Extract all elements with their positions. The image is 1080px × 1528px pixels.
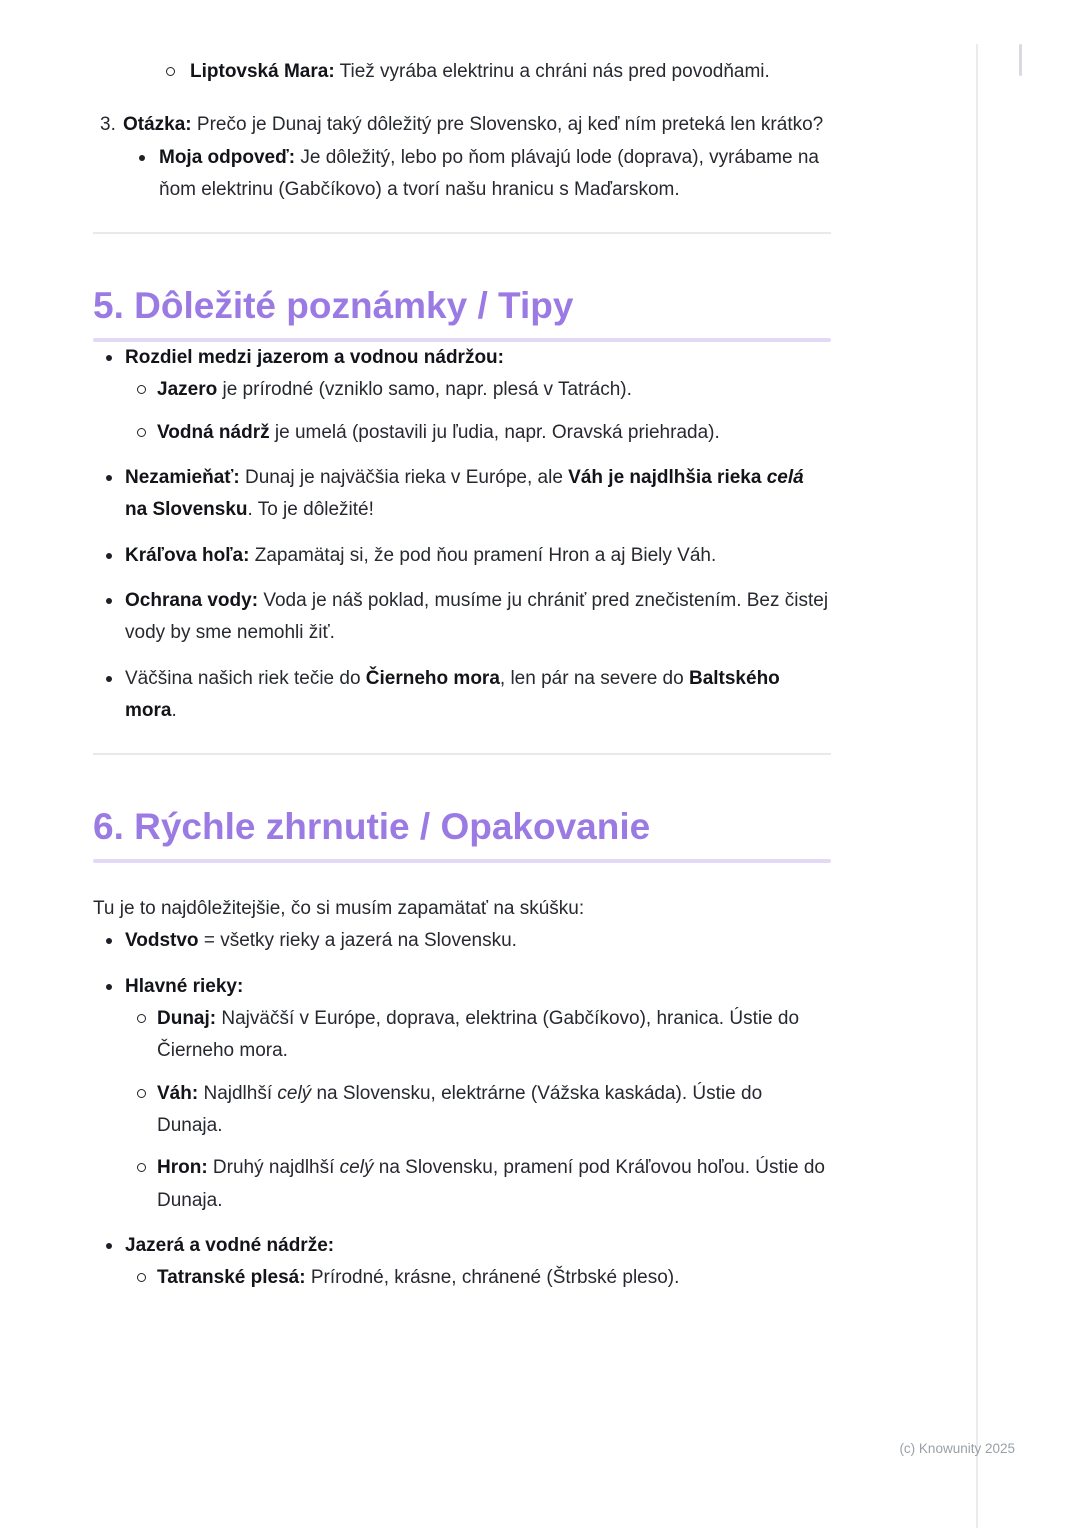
text-segment: je prírodné (vzniklo samo, napr. plesá v Tatrách). — [217, 379, 632, 401]
text-segment: . To je dôležité! — [247, 499, 374, 521]
list-item — [93, 342, 831, 449]
section-6-list — [93, 925, 831, 1294]
list-item — [125, 1003, 831, 1068]
text-segment: Je dôležitý, lebo po ňom plávajú lode (doprava), vyrábame na ňom elektrinu (Gabčíkovo) a tvorí našu hranicu s Maďarskom. — [159, 146, 819, 200]
text-segment: Váh: — [157, 1082, 199, 1104]
text-segment: celá — [766, 467, 804, 489]
text-segment: Hlavné rieky: — [125, 975, 244, 997]
nested-list — [125, 1003, 831, 1217]
list-item-text — [125, 540, 831, 572]
text-segment: je umelá (postavili ju ľudia, napr. Oravská priehrada). — [269, 421, 720, 443]
list-item-text — [125, 971, 831, 1003]
text-segment: Kráľova hoľa: — [125, 544, 250, 566]
circle-bullet-icon — [137, 385, 146, 394]
text-segment: Váh je najdlhšia rieka — [568, 467, 767, 489]
list-item — [125, 1262, 831, 1294]
text-segment: Jazerá a vodné nádrže: — [125, 1234, 335, 1256]
list-item-text — [125, 585, 831, 650]
list-item — [93, 585, 831, 650]
list-item-text — [125, 663, 831, 728]
list-item — [125, 1078, 831, 1143]
text-segment: Tatranské plesá: — [157, 1267, 306, 1289]
list-item — [93, 540, 831, 572]
section-divider — [93, 232, 831, 234]
disc-bullet-icon — [106, 355, 112, 361]
text-segment: Zapamätaj si, že pod ňou pramení Hron a aj Biely Váh. — [249, 544, 717, 566]
list-item — [93, 663, 831, 728]
circle-bullet-icon — [137, 1163, 146, 1172]
section-6-heading: 6. Rýchle zhrnutie / Opakovanie — [93, 806, 651, 848]
text-segment: Dunaj: — [157, 1008, 217, 1030]
carryover-sublist — [93, 56, 831, 88]
circle-bullet-icon — [137, 1273, 146, 1282]
disc-bullet-icon — [106, 1243, 112, 1249]
section-divider — [93, 753, 831, 755]
text-segment: Prečo je Dunaj taký dôležitý pre Slovensko, aj keď ním preteká len krátko? — [191, 114, 824, 136]
circle-bullet-icon — [137, 1089, 146, 1098]
document-content — [93, 56, 831, 1294]
list-item — [93, 462, 831, 527]
list-item-text — [157, 1152, 831, 1217]
text-segment: Väčšina našich riek tečie do — [125, 667, 366, 689]
circle-bullet-icon — [166, 67, 175, 76]
heading-underline — [93, 859, 831, 863]
text-segment: Tiež vyrába elektrinu a chráni nás pred povodňami. — [334, 61, 770, 82]
list-item — [93, 56, 831, 88]
text-segment: , len pár na severe do — [499, 667, 689, 689]
text-segment: na Slovensku, elektrárne (Vážska kaskáda). Ústie do Dunaja. — [157, 1082, 763, 1136]
list-item-text — [125, 925, 831, 957]
text-segment: Najdlhší — [198, 1082, 278, 1104]
list-item-text — [125, 462, 831, 527]
answer-list — [123, 142, 831, 207]
disc-bullet-icon — [139, 155, 145, 161]
text-segment: celý — [339, 1157, 374, 1179]
disc-bullet-icon — [106, 475, 112, 481]
list-item — [93, 925, 831, 957]
list-item-text — [157, 1078, 831, 1143]
text-segment: Vodná nádrž — [157, 421, 270, 443]
circle-bullet-icon — [137, 428, 146, 437]
copyright-watermark: (c) Knowunity 2025 — [899, 1441, 1015, 1456]
text-segment: Druhý najdlhší — [207, 1157, 340, 1179]
disc-bullet-icon — [106, 984, 112, 990]
list-item-text — [125, 1230, 831, 1262]
text-segment: Otázka: — [123, 114, 192, 136]
nested-list — [125, 374, 831, 449]
text-segment: Jazero — [157, 379, 218, 401]
list-item-text — [157, 1003, 831, 1068]
page-edge-line — [976, 44, 978, 1528]
text-segment: . — [171, 699, 177, 721]
list-item-text — [159, 142, 831, 207]
list-item — [123, 142, 831, 207]
text-segment: = všetky rieky a jazerá na Slovensku. — [198, 930, 517, 952]
text-segment: Voda je náš poklad, musíme ju chrániť pred znečistením. Bez čistej vody by sme nemohli žiť. — [125, 589, 829, 644]
text-segment: Prírodné, krásne, chránené (Štrbské pleso). — [305, 1267, 680, 1289]
disc-bullet-icon — [106, 676, 112, 682]
text-segment: celý — [277, 1082, 312, 1104]
text-segment: Baltského mora — [125, 667, 780, 721]
text-segment: Čierneho mora — [365, 667, 500, 689]
text-segment: Ochrana vody: — [125, 589, 259, 611]
section-6-intro: Tu je to najdôležitejšie, čo si musím zapamätať na skúšku: — [93, 898, 585, 920]
nested-list — [125, 1262, 831, 1294]
circle-bullet-icon — [137, 1014, 146, 1023]
text-segment: Dunaj je najväčšia rieka v Európe, ale — [239, 467, 569, 489]
section-5-list — [93, 342, 831, 727]
text-segment: Najväčší v Európe, doprava, elektrina (Gabčíkovo), hranica. Ústie do Čierneho mora. — [157, 1008, 800, 1062]
item-number: 3. — [100, 114, 116, 136]
list-item-text — [190, 56, 831, 88]
list-item-text — [157, 374, 831, 406]
section-5-heading: 5. Dôležité poznámky / Tipy — [93, 285, 574, 327]
list-item — [125, 374, 831, 406]
text-segment: Vodstvo — [125, 930, 199, 952]
question-text — [123, 109, 831, 141]
text-segment: na Slovensku, pramení pod Kráľovou hoľou. Ústie do Dunaja. — [157, 1157, 825, 1211]
list-item-text — [157, 1262, 831, 1294]
numbered-question-item — [93, 109, 831, 206]
text-segment: Hron: — [157, 1157, 208, 1179]
text-segment: na Slovensku — [125, 499, 248, 521]
disc-bullet-icon — [106, 553, 112, 559]
list-item-text — [157, 417, 831, 449]
scrollbar-thumb[interactable] — [1019, 44, 1022, 76]
text-segment: Rozdiel medzi jazerom a vodnou nádržou: — [125, 347, 504, 369]
list-item — [125, 1152, 831, 1217]
text-segment: Liptovská Mara: — [190, 61, 335, 82]
text-segment: Moja odpoveď: — [159, 146, 296, 168]
list-item — [93, 971, 831, 1217]
list-item — [93, 1230, 831, 1295]
list-item-text — [125, 342, 831, 374]
disc-bullet-icon — [106, 598, 112, 604]
disc-bullet-icon — [106, 938, 112, 944]
text-segment: Nezamieňať: — [125, 467, 240, 489]
list-item — [125, 417, 831, 449]
